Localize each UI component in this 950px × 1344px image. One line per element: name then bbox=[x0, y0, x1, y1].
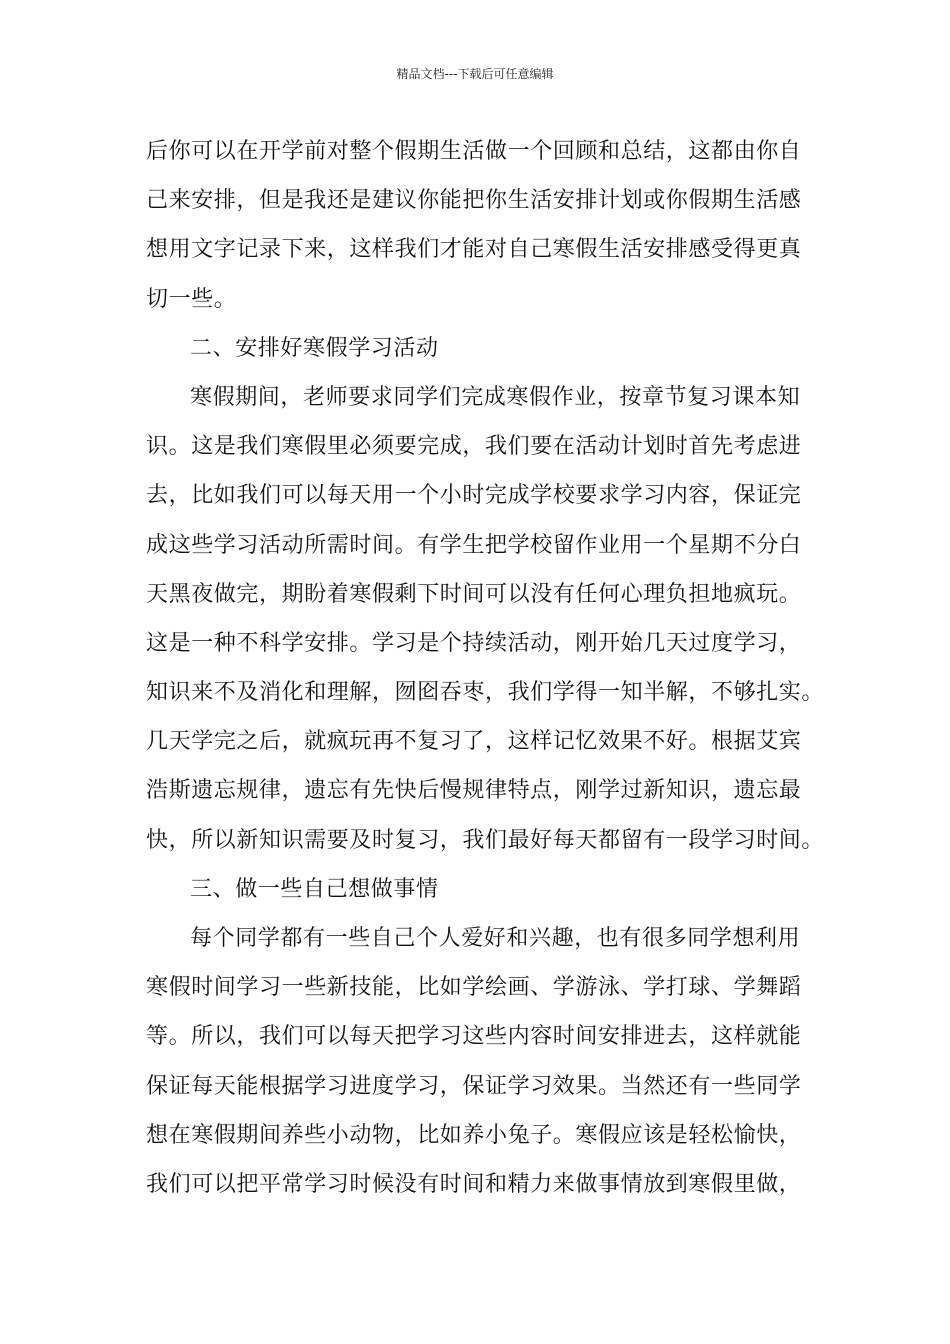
document-body bbox=[146, 130, 826, 1212]
body-line: 寒假时间学习一些新技能，比如学绘画、学游泳、学打球、学舞蹈 bbox=[146, 975, 802, 1001]
body-line: 切一些。 bbox=[146, 286, 237, 312]
body-line: 浩斯遗忘规律，遗忘有先快后慢规律特点，刚学过新知识，遗忘最 bbox=[146, 778, 802, 804]
body-line: 天黑夜做完，期盼着寒假剩下时间可以没有任何心理负担地疯玩。 bbox=[146, 581, 802, 607]
section-heading: 三、做一些自己想做事情 bbox=[190, 876, 439, 902]
section-heading: 二、安排好寒假学习活动 bbox=[190, 335, 439, 361]
body-line: 这是一种不科学安排。学习是个持续活动，刚开始几天过度学习， bbox=[146, 630, 802, 656]
body-line: 后你可以在开学前对整个假期生活做一个回顾和总结，这都由你自 bbox=[146, 139, 802, 164]
body-line: 己来安排，但是我还是建议你能把你生活安排计划或你假期生活感 bbox=[146, 188, 802, 214]
body-line: 几天学完之后，就疯玩再不复习了，这样记忆效果不好。根据艾宾 bbox=[146, 729, 802, 755]
body-line: 想用文字记录下来，这样我们才能对自己寒假生活安排感受得更真 bbox=[146, 237, 802, 263]
body-line: 成这些学习活动所需时间。有学生把学校留作业用一个星期不分白 bbox=[146, 532, 802, 558]
body-line: 我们可以把平常学习时候没有时间和精力来做事情放到寒假里做， bbox=[146, 1171, 802, 1197]
body-line: 保证每天能根据学习进度学习，保证学习效果。当然还有一些同学 bbox=[146, 1073, 802, 1099]
body-line: 知识来不及消化和理解，囫囵吞枣，我们学得一知半解，不够扎实。 bbox=[146, 680, 825, 706]
paragraph-first-line: 每个同学都有一些自己个人爱好和兴趣，也有很多同学想利用 bbox=[190, 926, 801, 951]
body-line: 快，所以新知识需要及时复习，我们最好每天都留有一段学习时间。 bbox=[146, 827, 825, 853]
page-header: 精品文档---下载后可任意编辑 bbox=[396, 67, 554, 81]
paragraph-first-line: 寒假期间，老师要求同学们完成寒假作业，按章节复习课本知 bbox=[190, 384, 801, 410]
body-line: 去，比如我们可以每天用一个小时完成学校要求学习内容，保证完 bbox=[146, 483, 802, 509]
body-line: 识。这是我们寒假里必须要完成，我们要在活动计划时首先考虑进 bbox=[146, 434, 802, 460]
body-line: 想在寒假期间养些小动物，比如养小兔子。寒假应该是轻松愉快， bbox=[146, 1122, 802, 1148]
body-line: 等。所以，我们可以每天把学习这些内容时间安排进去，这样就能 bbox=[146, 1024, 802, 1050]
